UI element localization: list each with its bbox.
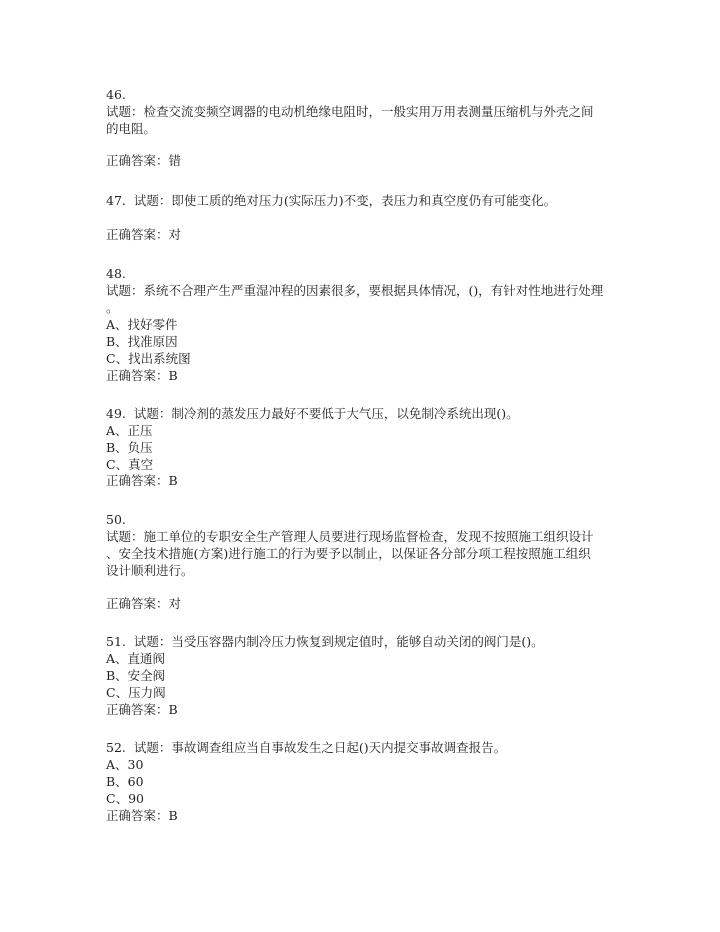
option-b: B、找准原因 (106, 334, 178, 349)
question-text: 。 (106, 300, 119, 315)
option-c: C、真空 (106, 457, 154, 472)
question-number: 52. (106, 740, 126, 755)
question-number: 46. (106, 87, 126, 102)
question-text: 52. 试题：事故调查组应当自事故发生之日起()天内提交事故调查报告。 (106, 740, 507, 755)
option-a: A、找好零件 (106, 317, 178, 332)
correct-answer: 正确答案：B (106, 368, 178, 383)
question-text: 47. 试题：即使工质的绝对压力(实际压力)不变，表压力和真空度仍有可能变化。 (106, 193, 557, 208)
correct-answer: 正确答案：对 (106, 227, 182, 242)
question-number: 49. (106, 406, 126, 421)
question-text: 试题：系统不合理产生严重湿冲程的因素很多，要根据具体情况，()，有针对性地进行处理 (106, 283, 604, 298)
correct-answer: 正确答案：错 (106, 153, 182, 168)
option-a: A、直通阀 (106, 651, 166, 666)
question-text: 试题：检查交流变频空调器的电动机绝缘电阻时，一般实用万用表测量压缩机与外壳之间 (106, 104, 594, 119)
question-number: 51. (106, 634, 126, 649)
option-b: B、安全阀 (106, 668, 166, 683)
question-text: 、安全技术措施(方案)进行施工的行为要予以制止，以保证各分部分项工程按照施工组织 (106, 546, 591, 561)
option-b: B、60 (106, 774, 144, 789)
correct-answer: 正确答案：B (106, 702, 178, 717)
question-number: 50. (106, 512, 126, 527)
option-b: B、负压 (106, 440, 153, 455)
correct-answer: 正确答案：B (106, 473, 178, 488)
correct-answer: 正确答案：B (106, 808, 178, 823)
question-text: 51. 试题：当受压容器内制冷压力恢复到规定值时，能够自动关闭的阀门是()。 (106, 634, 544, 649)
option-a: A、正压 (106, 423, 153, 438)
question-text: 设计顺利进行。 (106, 563, 194, 578)
question-text: 试题：施工单位的专职安全生产管理人员要进行现场监督检查，发现不按照施工组织设计 (106, 529, 594, 544)
question-text: 49. 试题：制冷剂的蒸发压力最好不要低于大气压，以免制冷系统出现()。 (106, 406, 519, 421)
correct-answer: 正确答案：对 (106, 596, 182, 611)
question-number: 48. (106, 266, 126, 281)
option-c: C、找出系统图 (106, 351, 191, 366)
option-c: C、90 (106, 791, 144, 806)
question-number: 47. (106, 193, 126, 208)
option-c: C、压力阀 (106, 685, 166, 700)
option-a: A、30 (106, 757, 144, 772)
question-text: 的电阻。 (106, 121, 157, 136)
